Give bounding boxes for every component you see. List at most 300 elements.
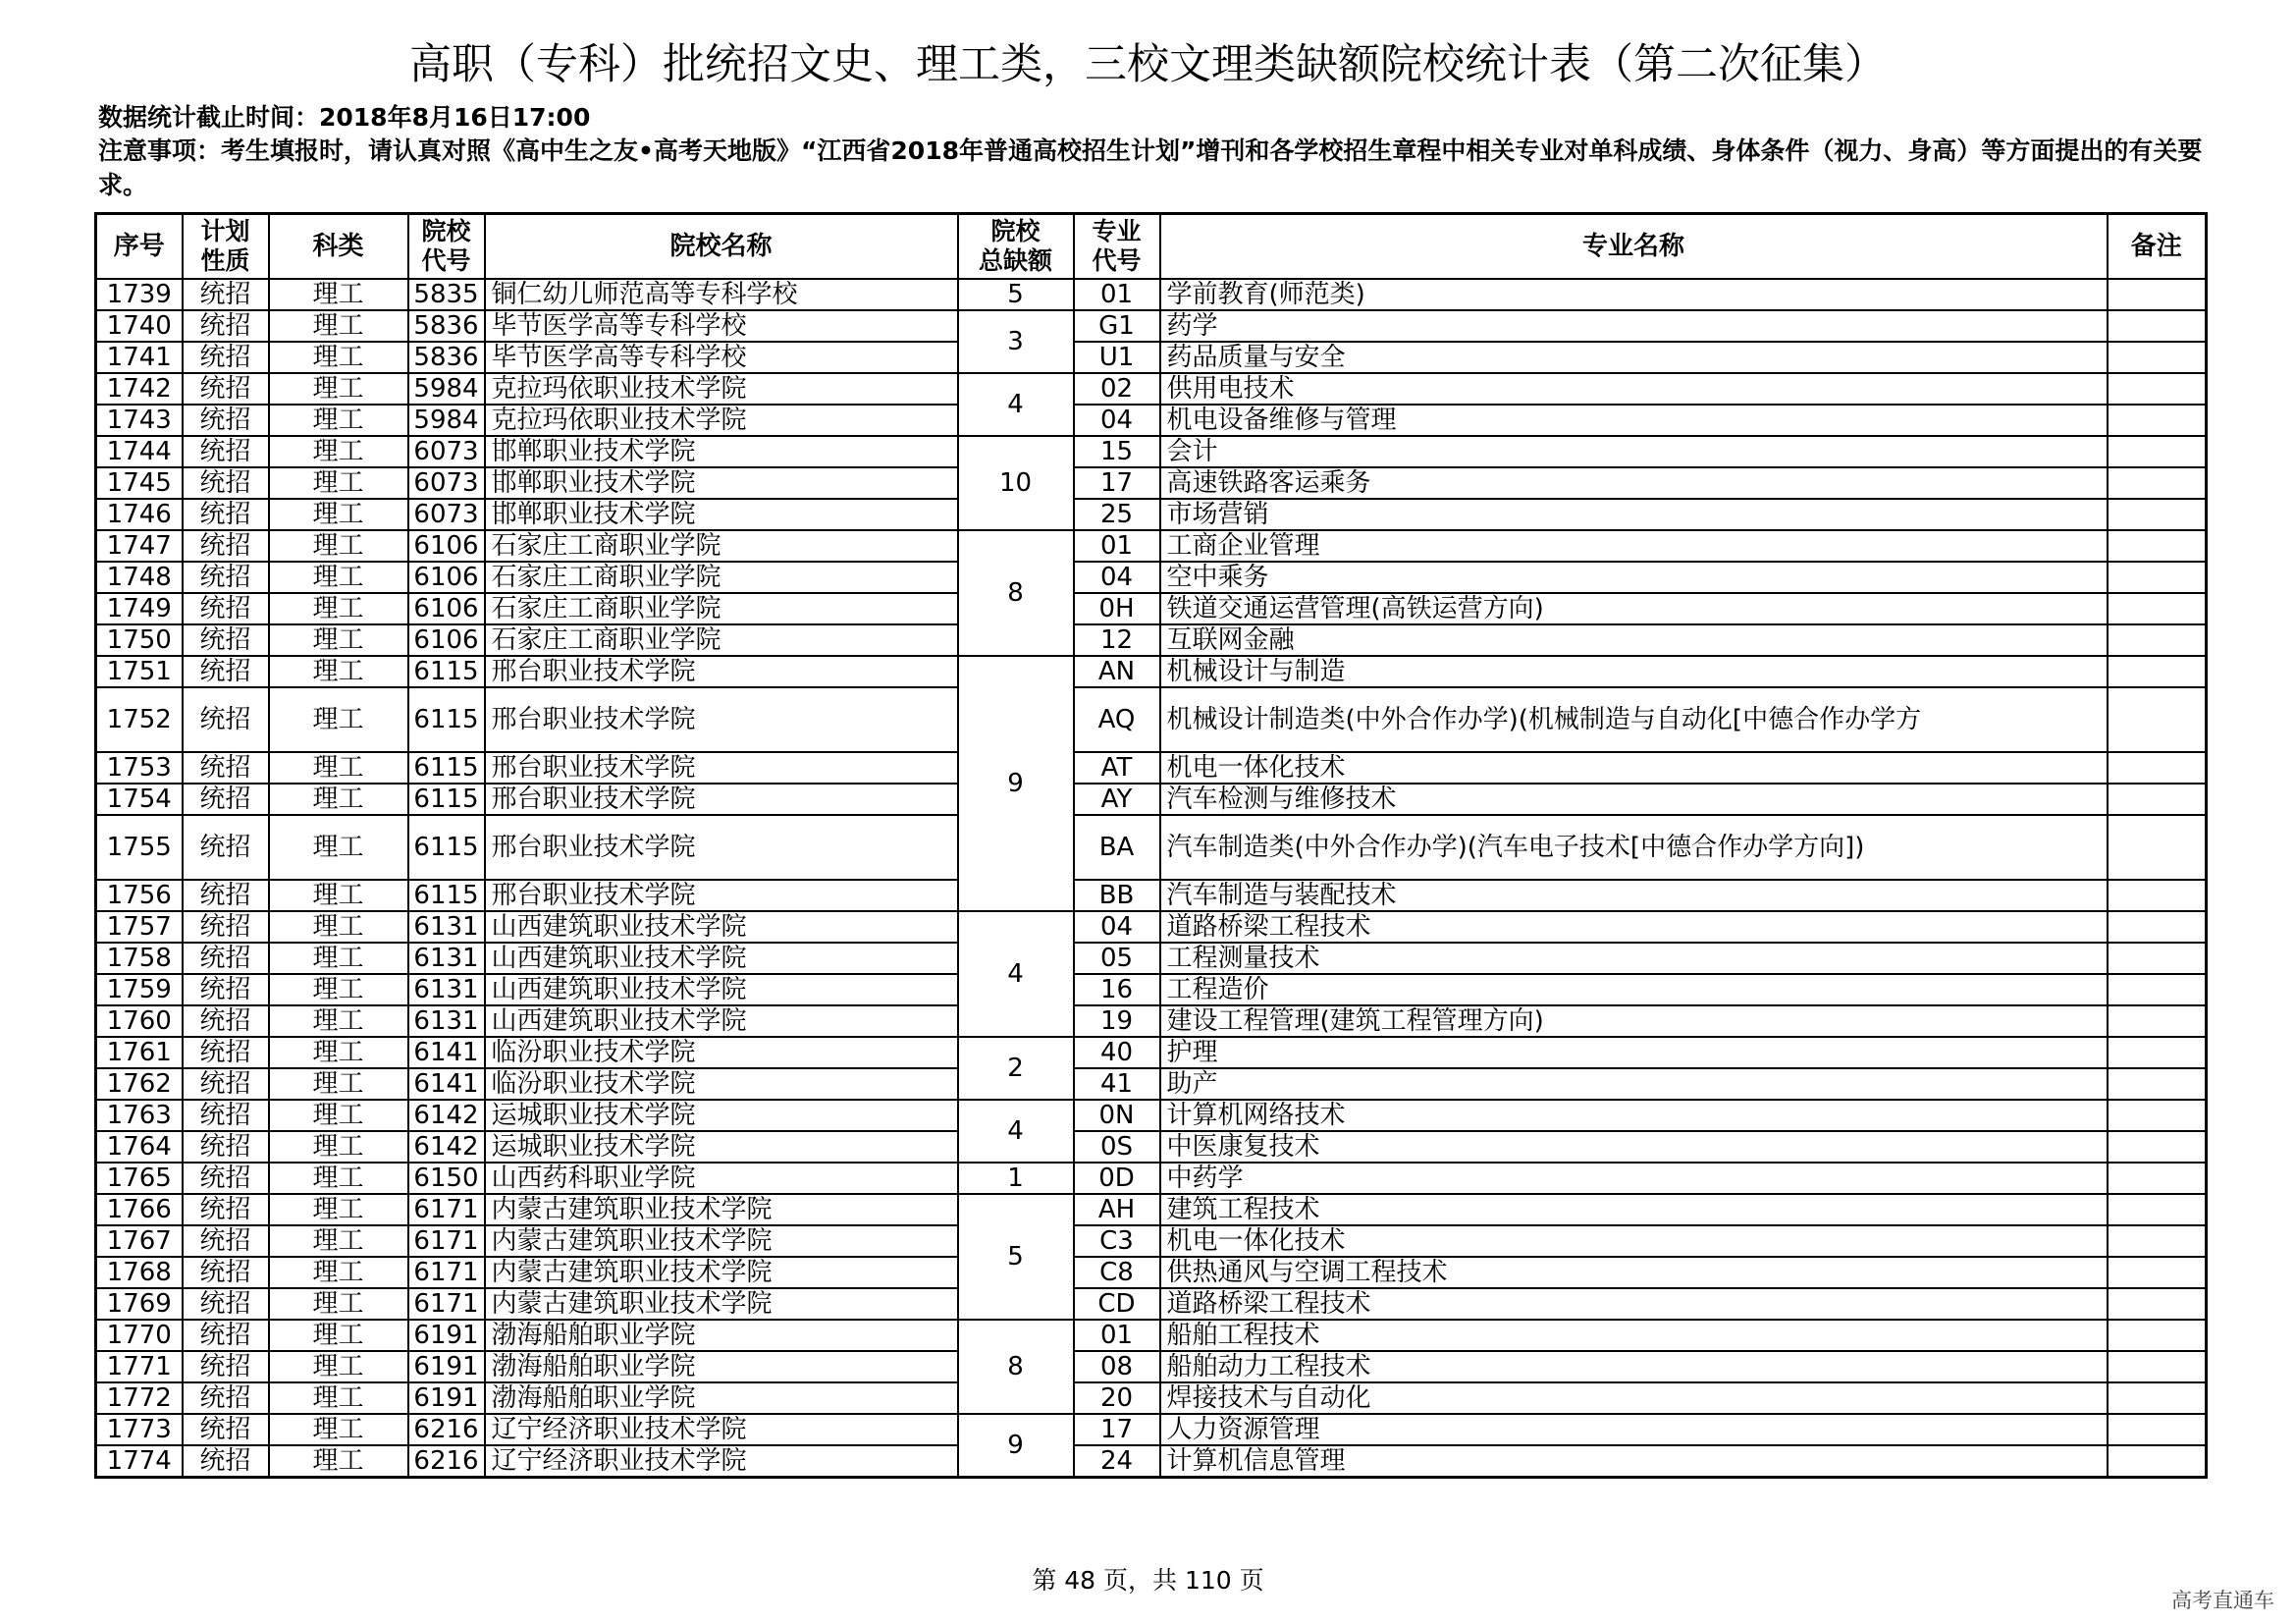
cell-plan-type: 统招 — [183, 310, 269, 342]
cell-major-name: 建筑工程技术 — [1160, 1194, 2108, 1225]
header-school-code: 院校 代号 — [408, 214, 485, 280]
cell-major-name: 铁道交通运营管理(高铁运营方向) — [1160, 593, 2108, 624]
cell-seq: 1742 — [96, 373, 183, 405]
cell-seq: 1761 — [96, 1037, 183, 1068]
cell-remark — [2108, 1068, 2207, 1100]
table-row — [96, 1257, 2207, 1288]
cell-school-name: 铜仁幼儿师范高等专科学校 — [485, 279, 958, 310]
cell-major-code: 01 — [1074, 530, 1160, 562]
cell-subject: 理工 — [269, 624, 408, 656]
cell-school-code: 6131 — [408, 943, 485, 974]
cell-plan-type: 统招 — [183, 373, 269, 405]
table-row — [96, 530, 2207, 562]
cell-plan-type: 统招 — [183, 1037, 269, 1068]
cell-school-code: 6216 — [408, 1445, 485, 1478]
cell-school-name: 临汾职业技术学院 — [485, 1037, 958, 1068]
cell-school-name: 邯郸职业技术学院 — [485, 499, 958, 530]
cell-school-name: 邯郸职业技术学院 — [485, 436, 958, 467]
cell-school-code: 6106 — [408, 530, 485, 562]
cell-remark — [2108, 911, 2207, 943]
cell-total-vacancy: 4 — [958, 911, 1074, 1037]
cell-total-vacancy: 5 — [958, 279, 1074, 310]
cell-subject: 理工 — [269, 593, 408, 624]
cell-school-name: 石家庄工商职业学院 — [485, 562, 958, 593]
table-row — [96, 784, 2207, 815]
deadline-text: 数据统计截止时间：2018年8月16日17:00 — [98, 103, 591, 132]
cell-major-code: BB — [1074, 880, 1160, 911]
cell-plan-type: 统招 — [183, 974, 269, 1005]
cell-subject: 理工 — [269, 1445, 408, 1478]
cell-major-name: 市场营销 — [1160, 499, 2108, 530]
cell-major-name: 船舶工程技术 — [1160, 1320, 2108, 1351]
cell-plan-type: 统招 — [183, 1068, 269, 1100]
cell-remark — [2108, 342, 2207, 373]
cell-school-code: 6216 — [408, 1414, 485, 1445]
cell-major-name: 空中乘务 — [1160, 562, 2108, 593]
cell-school-name: 内蒙古建筑职业技术学院 — [485, 1257, 958, 1288]
watermark-text: 高考直通车 — [2171, 1589, 2274, 1612]
cell-subject: 理工 — [269, 687, 408, 752]
cell-school-name: 山西药科职业学院 — [485, 1163, 958, 1194]
cell-major-name: 供热通风与空调工程技术 — [1160, 1257, 2108, 1288]
cell-seq: 1758 — [96, 943, 183, 974]
cell-remark — [2108, 1257, 2207, 1288]
cell-school-name: 山西建筑职业技术学院 — [485, 974, 958, 1005]
cell-major-code: CD — [1074, 1288, 1160, 1320]
cell-major-code: 24 — [1074, 1445, 1160, 1478]
cell-subject: 理工 — [269, 1414, 408, 1445]
cell-major-name: 建设工程管理(建筑工程管理方向) — [1160, 1005, 2108, 1037]
cell-school-name: 邢台职业技术学院 — [485, 752, 958, 784]
cell-total-vacancy: 1 — [958, 1163, 1074, 1194]
cell-school-code: 6106 — [408, 562, 485, 593]
cell-major-name: 机电一体化技术 — [1160, 1225, 2108, 1257]
cell-major-code: 08 — [1074, 1351, 1160, 1382]
cell-remark — [2108, 530, 2207, 562]
cell-plan-type: 统招 — [183, 436, 269, 467]
cell-major-code: 12 — [1074, 624, 1160, 656]
cell-plan-type: 统招 — [183, 530, 269, 562]
cell-remark — [2108, 1100, 2207, 1131]
table-row — [96, 279, 2207, 310]
cell-subject: 理工 — [269, 1320, 408, 1351]
header-plan-type: 计划 性质 — [183, 214, 269, 280]
cell-plan-type: 统招 — [183, 1005, 269, 1037]
cell-remark — [2108, 279, 2207, 310]
cell-major-code: AH — [1074, 1194, 1160, 1225]
cell-school-name: 运城职业技术学院 — [485, 1131, 958, 1163]
cell-major-name: 机电设备维修与管理 — [1160, 405, 2108, 436]
table-row — [96, 1163, 2207, 1194]
cell-plan-type: 统招 — [183, 1100, 269, 1131]
cell-remark — [2108, 373, 2207, 405]
cell-subject: 理工 — [269, 310, 408, 342]
cell-remark — [2108, 752, 2207, 784]
table-row — [96, 1351, 2207, 1382]
cell-school-code: 6115 — [408, 752, 485, 784]
cell-seq: 1744 — [96, 436, 183, 467]
cell-school-name: 邢台职业技术学院 — [485, 784, 958, 815]
cell-seq: 1771 — [96, 1351, 183, 1382]
table-row — [96, 815, 2207, 880]
cell-plan-type: 统招 — [183, 1445, 269, 1478]
cell-major-code: 20 — [1074, 1382, 1160, 1414]
cell-major-name: 供用电技术 — [1160, 373, 2108, 405]
cell-total-vacancy: 10 — [958, 436, 1074, 530]
cell-school-name: 克拉玛依职业技术学院 — [485, 405, 958, 436]
cell-subject: 理工 — [269, 405, 408, 436]
cell-major-code: AN — [1074, 656, 1160, 687]
cell-major-name: 船舶动力工程技术 — [1160, 1351, 2108, 1382]
cell-school-name: 山西建筑职业技术学院 — [485, 911, 958, 943]
cell-school-name: 邢台职业技术学院 — [485, 687, 958, 752]
cell-major-name: 汽车检测与维修技术 — [1160, 784, 2108, 815]
cell-plan-type: 统招 — [183, 499, 269, 530]
cell-total-vacancy: 8 — [958, 1320, 1074, 1414]
cell-remark — [2108, 499, 2207, 530]
table-row — [96, 342, 2207, 373]
table-row — [96, 1005, 2207, 1037]
cell-school-name: 山西建筑职业技术学院 — [485, 943, 958, 974]
table-row — [96, 1320, 2207, 1351]
cell-remark — [2108, 624, 2207, 656]
table-row — [96, 593, 2207, 624]
cell-major-name: 互联网金融 — [1160, 624, 2108, 656]
cell-seq: 1756 — [96, 880, 183, 911]
cell-school-code: 5984 — [408, 405, 485, 436]
cell-remark — [2108, 1288, 2207, 1320]
cell-school-name: 克拉玛依职业技术学院 — [485, 373, 958, 405]
cell-major-code: 25 — [1074, 499, 1160, 530]
table-row — [96, 1414, 2207, 1445]
cell-seq: 1762 — [96, 1068, 183, 1100]
cell-plan-type: 统招 — [183, 405, 269, 436]
cell-school-name: 渤海船舶职业学院 — [485, 1382, 958, 1414]
cell-major-name: 工程造价 — [1160, 974, 2108, 1005]
cell-subject: 理工 — [269, 1068, 408, 1100]
cell-seq: 1773 — [96, 1414, 183, 1445]
cell-remark — [2108, 1445, 2207, 1478]
cell-major-name: 药品质量与安全 — [1160, 342, 2108, 373]
cell-plan-type: 统招 — [183, 1225, 269, 1257]
cell-major-code: 02 — [1074, 373, 1160, 405]
cell-school-name: 辽宁经济职业技术学院 — [485, 1414, 958, 1445]
cell-remark — [2108, 593, 2207, 624]
cell-major-name: 助产 — [1160, 1068, 2108, 1100]
table-row — [96, 1225, 2207, 1257]
cell-school-name: 邢台职业技术学院 — [485, 656, 958, 687]
cell-subject: 理工 — [269, 1288, 408, 1320]
cell-remark — [2108, 880, 2207, 911]
cell-seq: 1764 — [96, 1131, 183, 1163]
cell-major-name: 人力资源管理 — [1160, 1414, 2108, 1445]
cell-major-name: 工程测量技术 — [1160, 943, 2108, 974]
cell-major-name: 护理 — [1160, 1037, 2108, 1068]
cell-school-code: 6115 — [408, 815, 485, 880]
cell-school-code: 6115 — [408, 656, 485, 687]
table-row — [96, 499, 2207, 530]
cell-plan-type: 统招 — [183, 467, 269, 499]
cell-school-name: 渤海船舶职业学院 — [485, 1351, 958, 1382]
cell-major-code: 0D — [1074, 1163, 1160, 1194]
cell-total-vacancy: 2 — [958, 1037, 1074, 1100]
cell-major-name: 高速铁路客运乘务 — [1160, 467, 2108, 499]
cell-remark — [2108, 1037, 2207, 1068]
cell-school-code: 6191 — [408, 1351, 485, 1382]
cell-subject: 理工 — [269, 1100, 408, 1131]
cell-seq: 1750 — [96, 624, 183, 656]
cell-school-name: 毕节医学高等专科学校 — [485, 342, 958, 373]
cell-plan-type: 统招 — [183, 624, 269, 656]
table-row — [96, 1194, 2207, 1225]
cell-total-vacancy: 3 — [958, 310, 1074, 373]
cell-school-name: 内蒙古建筑职业技术学院 — [485, 1194, 958, 1225]
cell-major-name: 会计 — [1160, 436, 2108, 467]
table-row — [96, 911, 2207, 943]
cell-remark — [2108, 974, 2207, 1005]
page-footer: 第 48 页，共 110 页 — [1032, 1566, 1264, 1595]
cell-subject: 理工 — [269, 562, 408, 593]
cell-subject: 理工 — [269, 1163, 408, 1194]
cell-plan-type: 统招 — [183, 1320, 269, 1351]
cell-major-name: 工商企业管理 — [1160, 530, 2108, 562]
cell-school-code: 6171 — [408, 1288, 485, 1320]
cell-school-code: 6142 — [408, 1100, 485, 1131]
cell-major-name: 焊接技术与自动化 — [1160, 1382, 2108, 1414]
cell-seq: 1766 — [96, 1194, 183, 1225]
cell-school-code: 6171 — [408, 1194, 485, 1225]
header-school-name: 院校名称 — [485, 214, 958, 280]
cell-remark — [2108, 405, 2207, 436]
table-row — [96, 624, 2207, 656]
cell-subject: 理工 — [269, 784, 408, 815]
cell-plan-type: 统招 — [183, 1288, 269, 1320]
cell-major-code: C3 — [1074, 1225, 1160, 1257]
cell-seq: 1755 — [96, 815, 183, 880]
cell-seq: 1751 — [96, 656, 183, 687]
cell-seq: 1769 — [96, 1288, 183, 1320]
cell-remark — [2108, 1414, 2207, 1445]
notice-text: 注意事项：考生填报时，请认真对照《高中生之友•高考天地版》“江西省2018年普通高校招生计划”增刊和各学校招生章程中相关专业对单科成绩、身体条件（视力、身高）等方面提出的有关要求。 — [98, 136, 2203, 199]
cell-school-code: 6106 — [408, 593, 485, 624]
cell-plan-type: 统招 — [183, 943, 269, 974]
cell-subject: 理工 — [269, 1131, 408, 1163]
table-row — [96, 1100, 2207, 1131]
cell-total-vacancy: 9 — [958, 656, 1074, 911]
header-total-vacancy: 院校 总缺额 — [958, 214, 1074, 280]
cell-subject: 理工 — [269, 943, 408, 974]
cell-school-code: 6141 — [408, 1068, 485, 1100]
cell-plan-type: 统招 — [183, 656, 269, 687]
cell-school-code: 6073 — [408, 436, 485, 467]
cell-school-name: 运城职业技术学院 — [485, 1100, 958, 1131]
cell-major-name: 药学 — [1160, 310, 2108, 342]
cell-seq: 1748 — [96, 562, 183, 593]
cell-subject: 理工 — [269, 499, 408, 530]
cell-seq: 1757 — [96, 911, 183, 943]
cell-seq: 1754 — [96, 784, 183, 815]
cell-remark — [2108, 687, 2207, 752]
cell-remark — [2108, 436, 2207, 467]
cell-seq: 1768 — [96, 1257, 183, 1288]
cell-seq: 1760 — [96, 1005, 183, 1037]
cell-school-name: 邢台职业技术学院 — [485, 815, 958, 880]
vacancy-table — [94, 212, 2208, 1479]
cell-seq: 1759 — [96, 974, 183, 1005]
cell-school-code: 6141 — [408, 1037, 485, 1068]
cell-subject: 理工 — [269, 1351, 408, 1382]
cell-school-code: 6106 — [408, 624, 485, 656]
cell-major-name: 汽车制造类(中外合作办学)(汽车电子技术[中德合作办学方向]) — [1160, 815, 2108, 880]
table-row — [96, 880, 2207, 911]
cell-major-code: BA — [1074, 815, 1160, 880]
cell-school-name: 邢台职业技术学院 — [485, 880, 958, 911]
cell-total-vacancy: 4 — [958, 1100, 1074, 1163]
cell-remark — [2108, 1163, 2207, 1194]
table-row — [96, 1445, 2207, 1478]
cell-total-vacancy: 9 — [958, 1414, 1074, 1478]
cell-plan-type: 统招 — [183, 1414, 269, 1445]
table-row — [96, 1382, 2207, 1414]
cell-school-code: 5836 — [408, 342, 485, 373]
cell-school-code: 6131 — [408, 1005, 485, 1037]
cell-major-name: 机械设计制造类(中外合作办学)(机械制造与自动化[中德合作办学方 — [1160, 687, 2108, 752]
cell-school-code: 5836 — [408, 310, 485, 342]
header-major-code: 专业 代号 — [1074, 214, 1160, 280]
cell-remark — [2108, 1131, 2207, 1163]
cell-school-code: 6131 — [408, 911, 485, 943]
cell-remark — [2108, 1194, 2207, 1225]
table-row — [96, 373, 2207, 405]
table-row — [96, 1131, 2207, 1163]
cell-subject: 理工 — [269, 279, 408, 310]
cell-seq: 1749 — [96, 593, 183, 624]
cell-total-vacancy: 5 — [958, 1194, 1074, 1320]
cell-school-code: 6171 — [408, 1225, 485, 1257]
cell-remark — [2108, 1225, 2207, 1257]
cell-remark — [2108, 784, 2207, 815]
cell-subject: 理工 — [269, 373, 408, 405]
cell-subject: 理工 — [269, 436, 408, 467]
table-row — [96, 436, 2207, 467]
cell-subject: 理工 — [269, 1382, 408, 1414]
table-row — [96, 1068, 2207, 1100]
cell-major-code: 15 — [1074, 436, 1160, 467]
cell-total-vacancy: 4 — [958, 373, 1074, 436]
cell-seq: 1740 — [96, 310, 183, 342]
cell-plan-type: 统招 — [183, 593, 269, 624]
cell-school-code: 6073 — [408, 499, 485, 530]
cell-major-name: 汽车制造与装配技术 — [1160, 880, 2108, 911]
cell-subject: 理工 — [269, 880, 408, 911]
cell-school-code: 6115 — [408, 687, 485, 752]
cell-plan-type: 统招 — [183, 1257, 269, 1288]
cell-school-code: 6115 — [408, 880, 485, 911]
header-major-name: 专业名称 — [1160, 214, 2108, 280]
cell-major-code: AY — [1074, 784, 1160, 815]
cell-remark — [2108, 1005, 2207, 1037]
cell-subject: 理工 — [269, 1037, 408, 1068]
cell-subject: 理工 — [269, 1005, 408, 1037]
cell-major-code: 04 — [1074, 562, 1160, 593]
cell-major-code: 19 — [1074, 1005, 1160, 1037]
cell-seq: 1747 — [96, 530, 183, 562]
cell-subject: 理工 — [269, 342, 408, 373]
table-row — [96, 405, 2207, 436]
cell-remark — [2108, 1351, 2207, 1382]
cell-plan-type: 统招 — [183, 1131, 269, 1163]
cell-remark — [2108, 1320, 2207, 1351]
cell-seq: 1741 — [96, 342, 183, 373]
cell-school-code: 6142 — [408, 1131, 485, 1163]
cell-school-code: 6131 — [408, 974, 485, 1005]
cell-remark — [2108, 310, 2207, 342]
table-row — [96, 1037, 2207, 1068]
cell-remark — [2108, 656, 2207, 687]
cell-school-name: 临汾职业技术学院 — [485, 1068, 958, 1100]
cell-major-code: U1 — [1074, 342, 1160, 373]
cell-major-name: 机械设计与制造 — [1160, 656, 2108, 687]
cell-subject: 理工 — [269, 467, 408, 499]
cell-major-code: 01 — [1074, 1320, 1160, 1351]
cell-subject: 理工 — [269, 1257, 408, 1288]
cell-plan-type: 统招 — [183, 752, 269, 784]
cell-school-code: 6115 — [408, 784, 485, 815]
table-header-row — [96, 214, 2207, 280]
cell-school-name: 石家庄工商职业学院 — [485, 624, 958, 656]
cell-school-code: 6191 — [408, 1320, 485, 1351]
cell-seq: 1763 — [96, 1100, 183, 1131]
cell-plan-type: 统招 — [183, 784, 269, 815]
cell-seq: 1770 — [96, 1320, 183, 1351]
table-row — [96, 943, 2207, 974]
cell-plan-type: 统招 — [183, 911, 269, 943]
cell-major-name: 机电一体化技术 — [1160, 752, 2108, 784]
table-row — [96, 656, 2207, 687]
cell-remark — [2108, 467, 2207, 499]
cell-major-code: 0H — [1074, 593, 1160, 624]
cell-subject: 理工 — [269, 974, 408, 1005]
cell-seq: 1772 — [96, 1382, 183, 1414]
cell-major-code: 16 — [1074, 974, 1160, 1005]
cell-major-name: 中药学 — [1160, 1163, 2108, 1194]
table-row — [96, 562, 2207, 593]
cell-subject: 理工 — [269, 1194, 408, 1225]
cell-school-code: 6150 — [408, 1163, 485, 1194]
cell-seq: 1752 — [96, 687, 183, 752]
cell-major-code: 04 — [1074, 405, 1160, 436]
cell-school-name: 山西建筑职业技术学院 — [485, 1005, 958, 1037]
table-row — [96, 752, 2207, 784]
cell-subject: 理工 — [269, 530, 408, 562]
cell-total-vacancy: 8 — [958, 530, 1074, 656]
cell-subject: 理工 — [269, 911, 408, 943]
cell-subject: 理工 — [269, 1225, 408, 1257]
cell-plan-type: 统招 — [183, 1194, 269, 1225]
table-row — [96, 974, 2207, 1005]
cell-school-name: 内蒙古建筑职业技术学院 — [485, 1225, 958, 1257]
cell-seq: 1765 — [96, 1163, 183, 1194]
cell-plan-type: 统招 — [183, 562, 269, 593]
cell-subject: 理工 — [269, 656, 408, 687]
cell-remark — [2108, 815, 2207, 880]
table-row — [96, 1288, 2207, 1320]
cell-school-code: 6191 — [408, 1382, 485, 1414]
cell-school-name: 辽宁经济职业技术学院 — [485, 1445, 958, 1478]
cell-major-code: G1 — [1074, 310, 1160, 342]
table-row — [96, 687, 2207, 752]
cell-school-code: 5984 — [408, 373, 485, 405]
